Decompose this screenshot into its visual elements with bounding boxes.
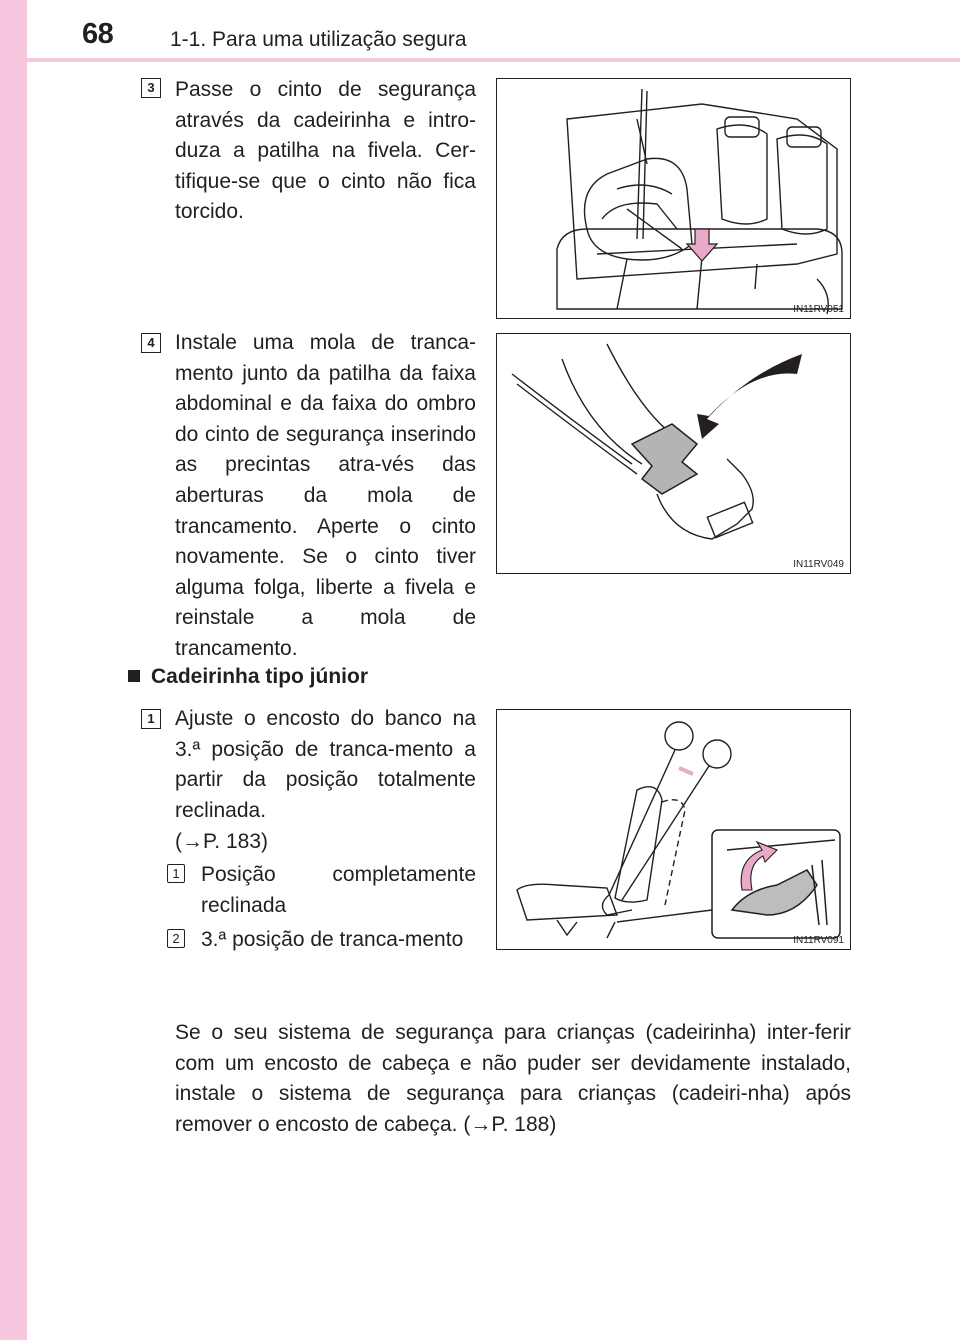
figure-car-seat-belt [496,78,851,319]
figure-code: IN11RV091 [793,935,844,946]
locking-clip-illustration [497,334,851,574]
figure-code: IN11RV049 [793,559,844,570]
figure-code: IN11RV051 [793,304,844,315]
junior-step1-ref: (→P. 183) [175,830,268,853]
item2-text: 3.ª posição de tranca-mento [201,928,464,951]
section-title: 1-1. Para uma utilização segura [170,28,467,51]
step-badge-1: 1 [141,709,161,729]
car-seat-illustration [497,79,851,319]
step-badge-3: 3 [141,78,161,98]
page-number: 68 [82,18,114,50]
item1-text: Posição completamente reclinada [201,863,476,917]
step3-text: Passe o cinto de segurança através da cadeirinha e intro-duza a patilha na fivela. Cer-tifique-se que o cinto não fica torcido. [175,78,476,224]
side-margin-band [0,0,27,1340]
step-badge-4: 4 [141,333,161,353]
junior-step1-text: Ajuste o encosto do banco na 3.ª posição de tranca-mento a partir da posição totalmente reclinada. [175,707,476,822]
junior-note-text: Se o seu sistema de segurança para crianças (cadeirinha) inter-ferir com um encosto de cabeça e não puder ser devidamente instalado, instale o sistema de segurança para crianças (cadeiri-nha) após remover o encosto de cabeça. (→P. 188) [175,1021,851,1136]
header-rule [0,58,960,62]
step4-text: Instale uma mola de tranca-mento junto da patilha da faixa abdominal e da faixa do ombro do cinto de segurança inserindo as precintas atra-vés das aberturas da mola de trancamento. Aperte o cinto novamente. Se o cinto tiver alguma folga, liberte a fivela e reinstale a mola de trancamento. [175,331,476,660]
subheading-junior-seat [128,665,368,689]
subheading-text: Cadeirinha tipo júnior [151,665,369,688]
item-badge-2: 2 [167,929,185,948]
figure-locking-clip [496,333,851,574]
figure-seatback-positions [496,709,851,950]
item-badge-1: 1 [167,864,185,883]
bullet-square-icon [128,670,140,682]
seatback-illustration [497,710,851,950]
